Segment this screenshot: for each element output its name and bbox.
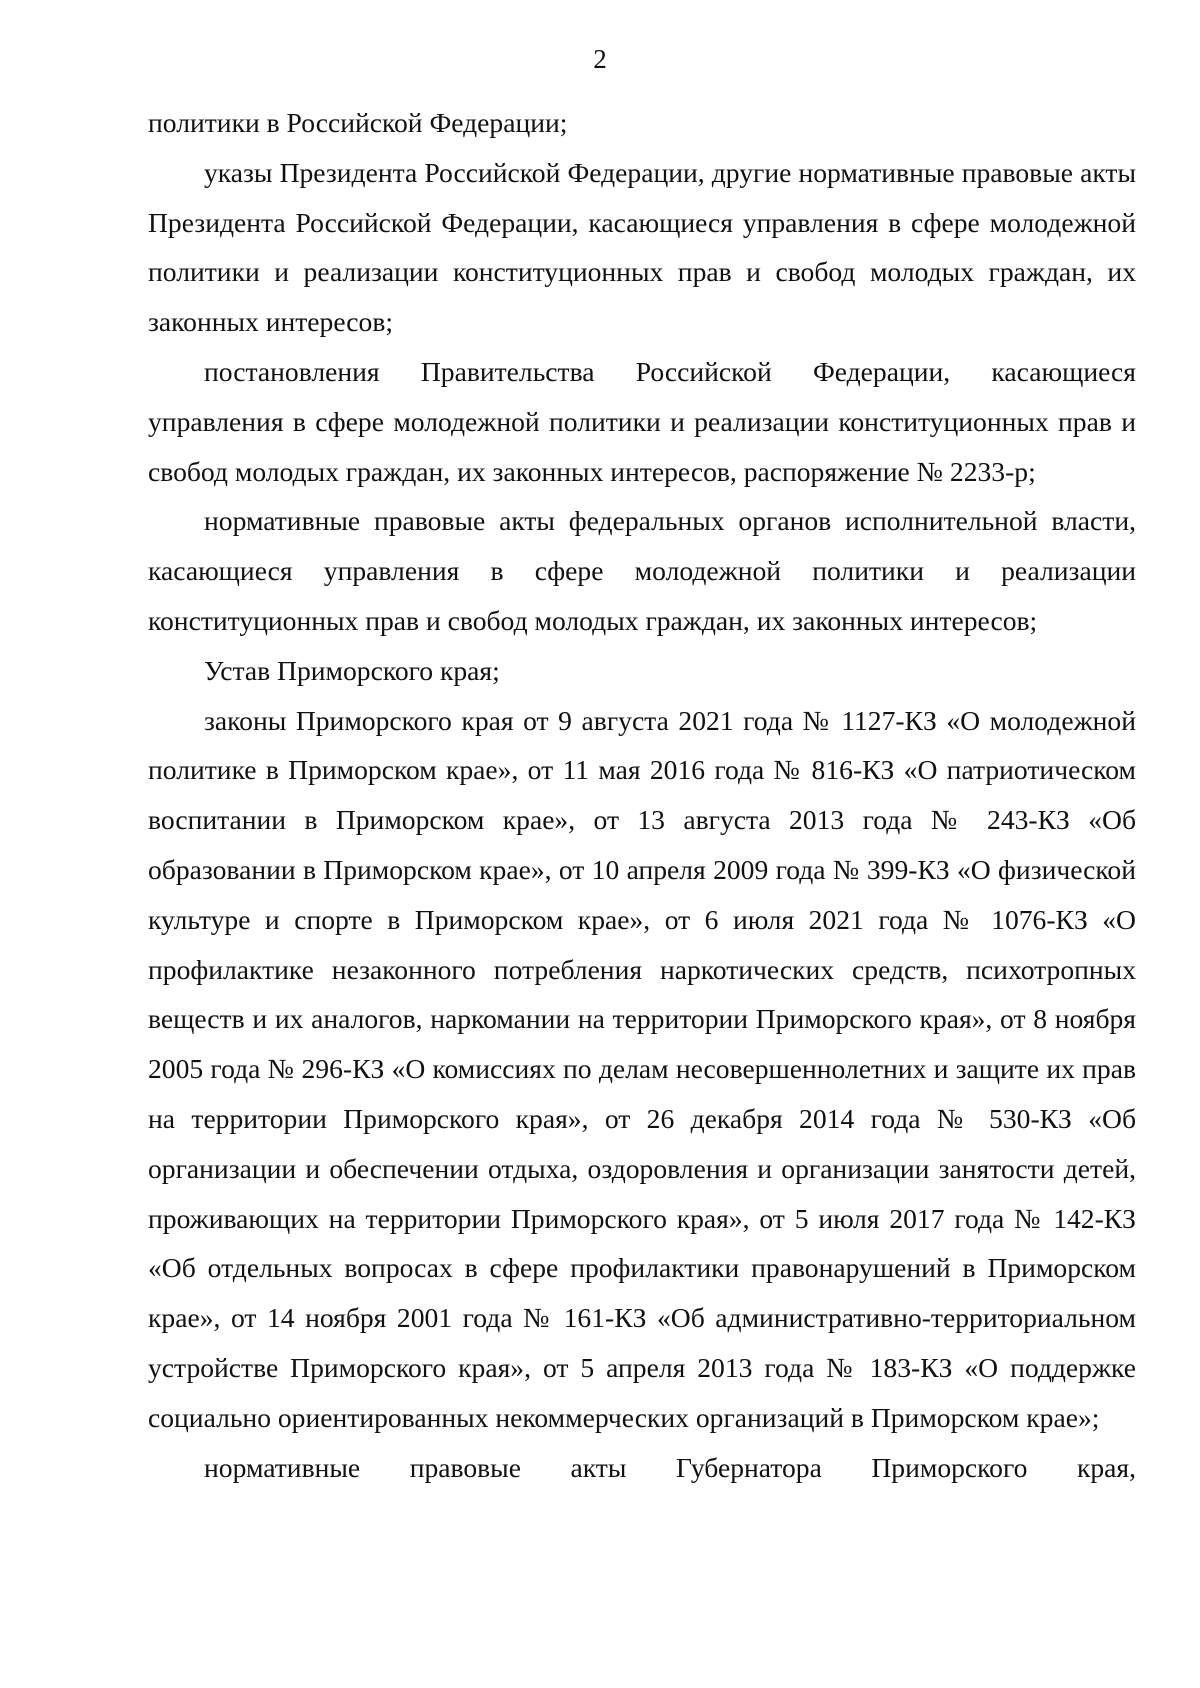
paragraph-regional-laws: законы Приморского края от 9 августа 2021 года № 1127-КЗ «О молодежной политике в Приморском крае», от 11 мая 2016 года № 816-КЗ «О патриотическом воспитании в Приморском крае», от 13 августа 2013 года № 243-КЗ «Об образовании в Приморском крае», от 10 апреля 2009 года № 399-КЗ «О физической культуре и спорте в Приморском крае», от 6 июля 2021 года № 1076-КЗ «О профилактике незаконного потребления наркотических средств, психотропных веществ и их аналогов, наркомании на территории Приморского края», от 8 ноября 2005 года № 296-КЗ «О комиссиях по делам несовершеннолетних и защите их прав на территории Приморского края», от 26 декабря 2014 года № 530-КЗ «Об организации и обеспечении отдыха, оздоровления и организации занятости детей, проживающих на территории Приморского края», от 5 июля 2017 года № 142-КЗ «Об отдельных вопросах в сфере профилактики правонарушений в Приморском крае», от 14 ноября 2001 года № 161-КЗ «Об административно-территориальном устройстве Приморского края», от 5 апреля 2013 года № 183-КЗ «О поддержке социально ориентированных некоммерческих организаций в Приморском крае»; bbox=[148, 704, 1136, 1433]
paragraph-presidential-decrees: указы Президента Российской Федерации, другие нормативные правовые акты Президента Российской Федерации, касающиеся управления в сфере молодежной политики и реализации конституционных прав и свобод молодых граждан, их законных интересов; bbox=[148, 156, 1136, 338]
paragraph-continuation: политики в Российской Федерации; bbox=[148, 107, 568, 138]
paragraph-governor-acts: нормативные правовые акты Губернатора Приморского края, bbox=[204, 1451, 1136, 1483]
page-number: 2 bbox=[593, 44, 607, 74]
document-body bbox=[148, 98, 1136, 1492]
paragraph-charter: Устав Приморского края; bbox=[204, 654, 500, 686]
paragraph-federal-acts: нормативные правовые акты федеральных органов исполнительной власти, касающиеся управления в сфере молодежной политики и реализации конституционных прав и свобод молодых граждан, их законных интересов; bbox=[148, 505, 1136, 636]
paragraph-government-resolutions: постановления Правительства Российской Федерации, касающиеся управления в сфере молодежной политики и реализации конституционных прав и свобод молодых граждан, их законных интересов, распоряжение № 2233-р; bbox=[148, 355, 1136, 487]
